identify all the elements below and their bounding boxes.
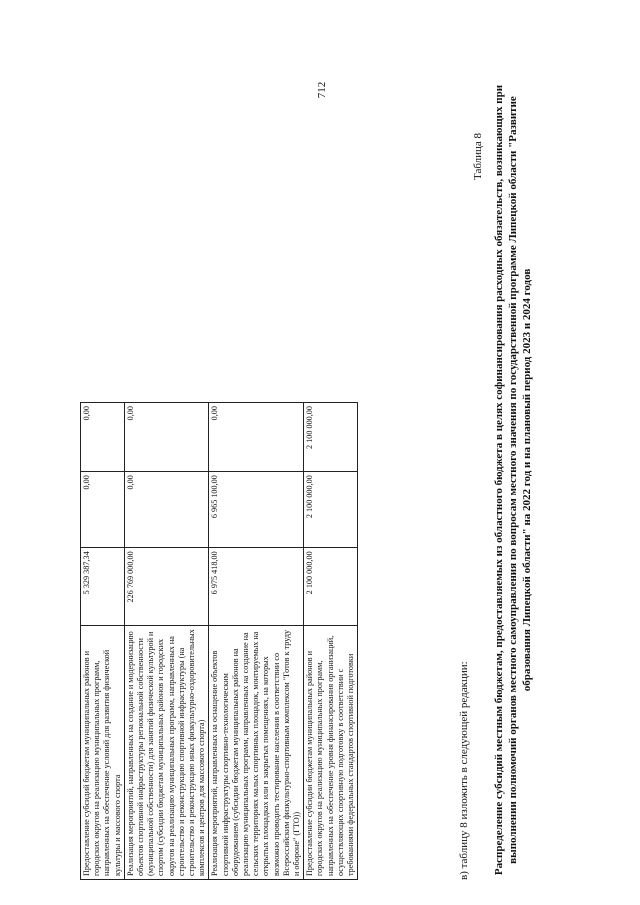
- subsidy-table: [80, 402, 358, 880]
- row-description: Реализация мероприятий, направленных на создание и модернизацию объектов спортивной инфраструктуры региональной собственности (муниципальной собственности) для занятий физической культурой и спортом (субсидии бюджетам муниципальных районов и городских округов на реализацию муниципальных программ, направленных на строительство и реконструкцию спортивной инфраструктуры (на строительство и реконструкцию иных физкультурно-оздоровительных комплексов и центров для массового спорта): [124, 626, 209, 880]
- value-2022: 226 769 000,00: [124, 548, 209, 626]
- table-row: [304, 403, 358, 880]
- value-2022: 2 100 000,00: [304, 548, 358, 626]
- table-row: [81, 403, 125, 880]
- value-2024: 2 100 000,00: [304, 403, 358, 472]
- value-2023: 0,00: [124, 472, 209, 548]
- table-heading: Распределение субсидий местным бюджетам, предоставляемых из областного бюджета в целях софинансирования расходных обязательств, возникающих при выполнении полномочий органов местного самоуправления по вопросам местного значения по государственной программе Липецкой области "Развитие образования Липецкой области" на 2022 год и на плановый период 2023 и 2024 годов: [493, 84, 533, 876]
- value-2023: 6 965 100,00: [209, 472, 304, 548]
- page-number: 712: [316, 81, 328, 99]
- row-description: Предоставление субсидий бюджетам муниципальных районов и городских округов на реализацию муниципальных программ, направленных на обеспечение условий для развития физической культуры и массового спорта: [81, 626, 125, 880]
- row-description: Предоставление субсидии бюджетам муниципальных районов и городских округов на реализацию муниципальных программ, направленных на обеспечение уровня финансирования организаций, осуществляющих спортивную подготовку в соответствии с требованиями федеральных стандартов спортивной подготовки: [304, 626, 358, 880]
- table-row: [209, 403, 304, 880]
- value-2024: 0,00: [209, 403, 304, 472]
- value-2024: 0,00: [124, 403, 209, 472]
- rotated-page-content: [40, 80, 600, 880]
- row-description: Реализация мероприятий, направленных на оснащение объектов спортивной инфраструктуры спортивно-технологическим оборудованием (субсидии бюджетам муниципальных районов на реализацию муниципальных программ, направленных на создание на сельских территориях малых спортивных площадок, монтируемых на открытых площадках или в закрытых помещениях, на которых возможно проводить тестирование населения в соответствии со Всероссийским физкультурно-спортивным комплексом "Готов к труду и обороне" (ГТО)): [209, 626, 304, 880]
- value-2023: 2 100 000,00: [304, 472, 358, 548]
- table-row: [124, 403, 209, 880]
- value-2022: 5 329 387,34: [81, 548, 125, 626]
- value-2022: 6 975 418,00: [209, 548, 304, 626]
- table-label: Таблица 8: [472, 132, 484, 180]
- value-2024: 0,00: [81, 403, 125, 472]
- value-2023: 0,00: [81, 472, 125, 548]
- amendment-intro: в) таблицу 8 изложить в следующей редакции:: [458, 661, 470, 880]
